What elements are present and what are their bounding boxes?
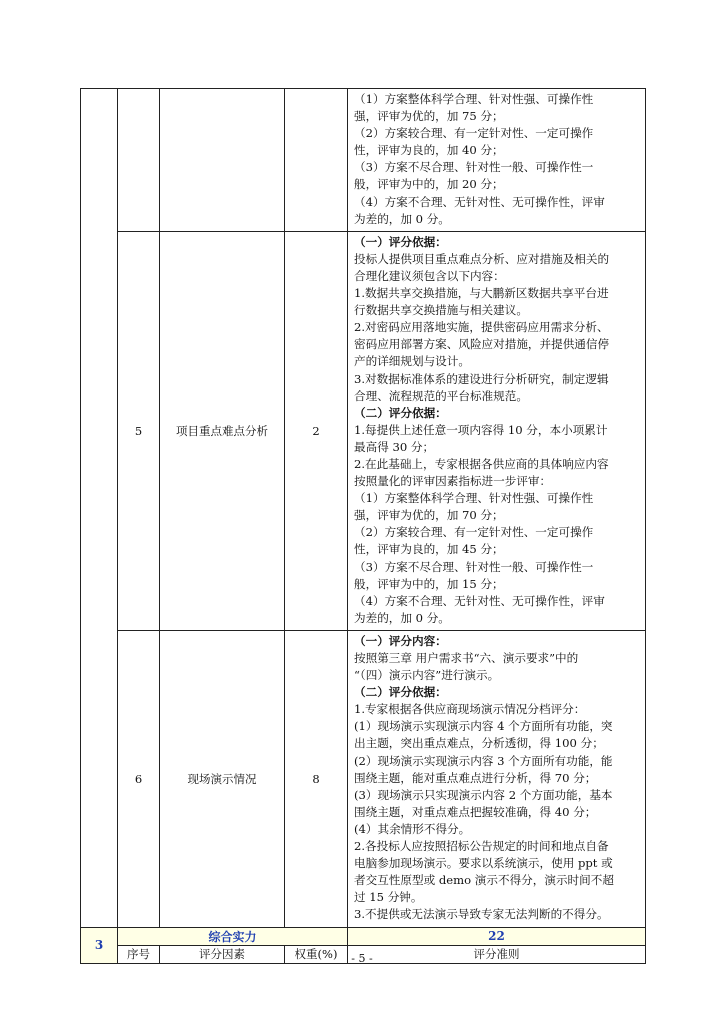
row-number-cell: 5 — [118, 231, 160, 630]
criteria-cell: （一）评分依据： 投标人提供项目重点难点分析、应对措施及相关的 合理化建议须包含以下内容： 1.数据共享交换措施，与大鹏新区数据共享平台进 行数据共享交换措施与相关建议。 2.对密码应用落地实施，提供密码应用需求分析、 密码应用部署方案、风险应对措施，并提供通信停 产的详细规划与设计。 3.对数据标准体系的建设进行分析研究，制定逻辑 合理、流程规范的平台标准规范。 （二）评分依据： 1.每提供上述任意一项内容得 10 分，本小项累计 最高得 30 分； 2.在此基础上，专家根据各供应商的具体响应内容 按照量化的评审因素指标进一步评审： （1）方案整体科学合理、针对性强、可操作性 强，评审为优的，加 70 分； （2）方案较合理、有一定针对性、一定可操作 性，评审为良的，加 45 分； （3）方案不尽合理、针对性一般、可操作性一 般，评审为中的，加 15 分； （4）方案不合理、无针对性、无可操作性，评审 为差的，加 0 分。 — [348, 231, 646, 630]
table-row — [81, 89, 646, 232]
factor-cell: 项目重点难点分析 — [160, 231, 285, 630]
header-criteria: 评分准则 — [348, 945, 646, 963]
table-row — [81, 630, 646, 927]
factor-cell — [160, 89, 285, 232]
section-title: 综合实力 — [118, 927, 348, 945]
criteria-cell: （1）方案整体科学合理、针对性强、可操作性 强，评审为优的，加 75 分； （2）方案较合理、有一定针对性、一定可操作 性，评审为良的，加 40 分； （3）方案不尽合理、针对性一般、可操作性一 般，评审为中的，加 20 分； （4）方案不合理、无针对性、无可操作性，评审 为差的，加 0 分。 — [348, 89, 646, 232]
criteria-cell: （一）评分内容： 按照第三章 用户需求书“六、演示要求”中的 “（四）演示内容”进行演示。 （二）评分依据： 1.专家根据各供应商现场演示情况分档评分： (1）现场演示实现演示内容 4 个方面所有功能，突 出主题，突出重点难点，分析透彻，得 100 分； (2）现场演示实现演示内容 3 个方面所有功能，能 围绕主题，能对重点难点进行分析，得 70 分； (3）现场演示只实现演示内容 2 个方面功能，基本 围绕主题，对重点难点把握较准确，得 40 分； (4）其余情形不得分。 2.各投标人应按照招标公告规定的时间和地点自备 电脑参加现场演示。要求以系统演示，使用 ppt 或 者交互性原型或 demo 演示不得分，演示时间不超 过 15 分钟。 3.不提供或无法演示导致专家无法判断的不得分。 — [348, 630, 646, 927]
weight-cell: 2 — [285, 231, 348, 630]
weight-cell — [285, 89, 348, 232]
header-factor: 评分因素 — [160, 945, 285, 963]
row-number-cell: 6 — [118, 630, 160, 927]
table-row — [81, 231, 646, 630]
section-score: 22 — [348, 927, 646, 945]
header-weight: 权重(%) — [285, 945, 348, 963]
header-no: 序号 — [118, 945, 160, 963]
section-index: 3 — [81, 927, 118, 963]
scoring-table — [80, 88, 646, 964]
factor-cell: 现场演示情况 — [160, 630, 285, 927]
section-title-row — [81, 927, 646, 945]
page-number: - 5 - — [351, 952, 373, 965]
section-index-cell — [81, 89, 118, 928]
weight-cell: 8 — [285, 630, 348, 927]
row-number-cell — [118, 89, 160, 232]
